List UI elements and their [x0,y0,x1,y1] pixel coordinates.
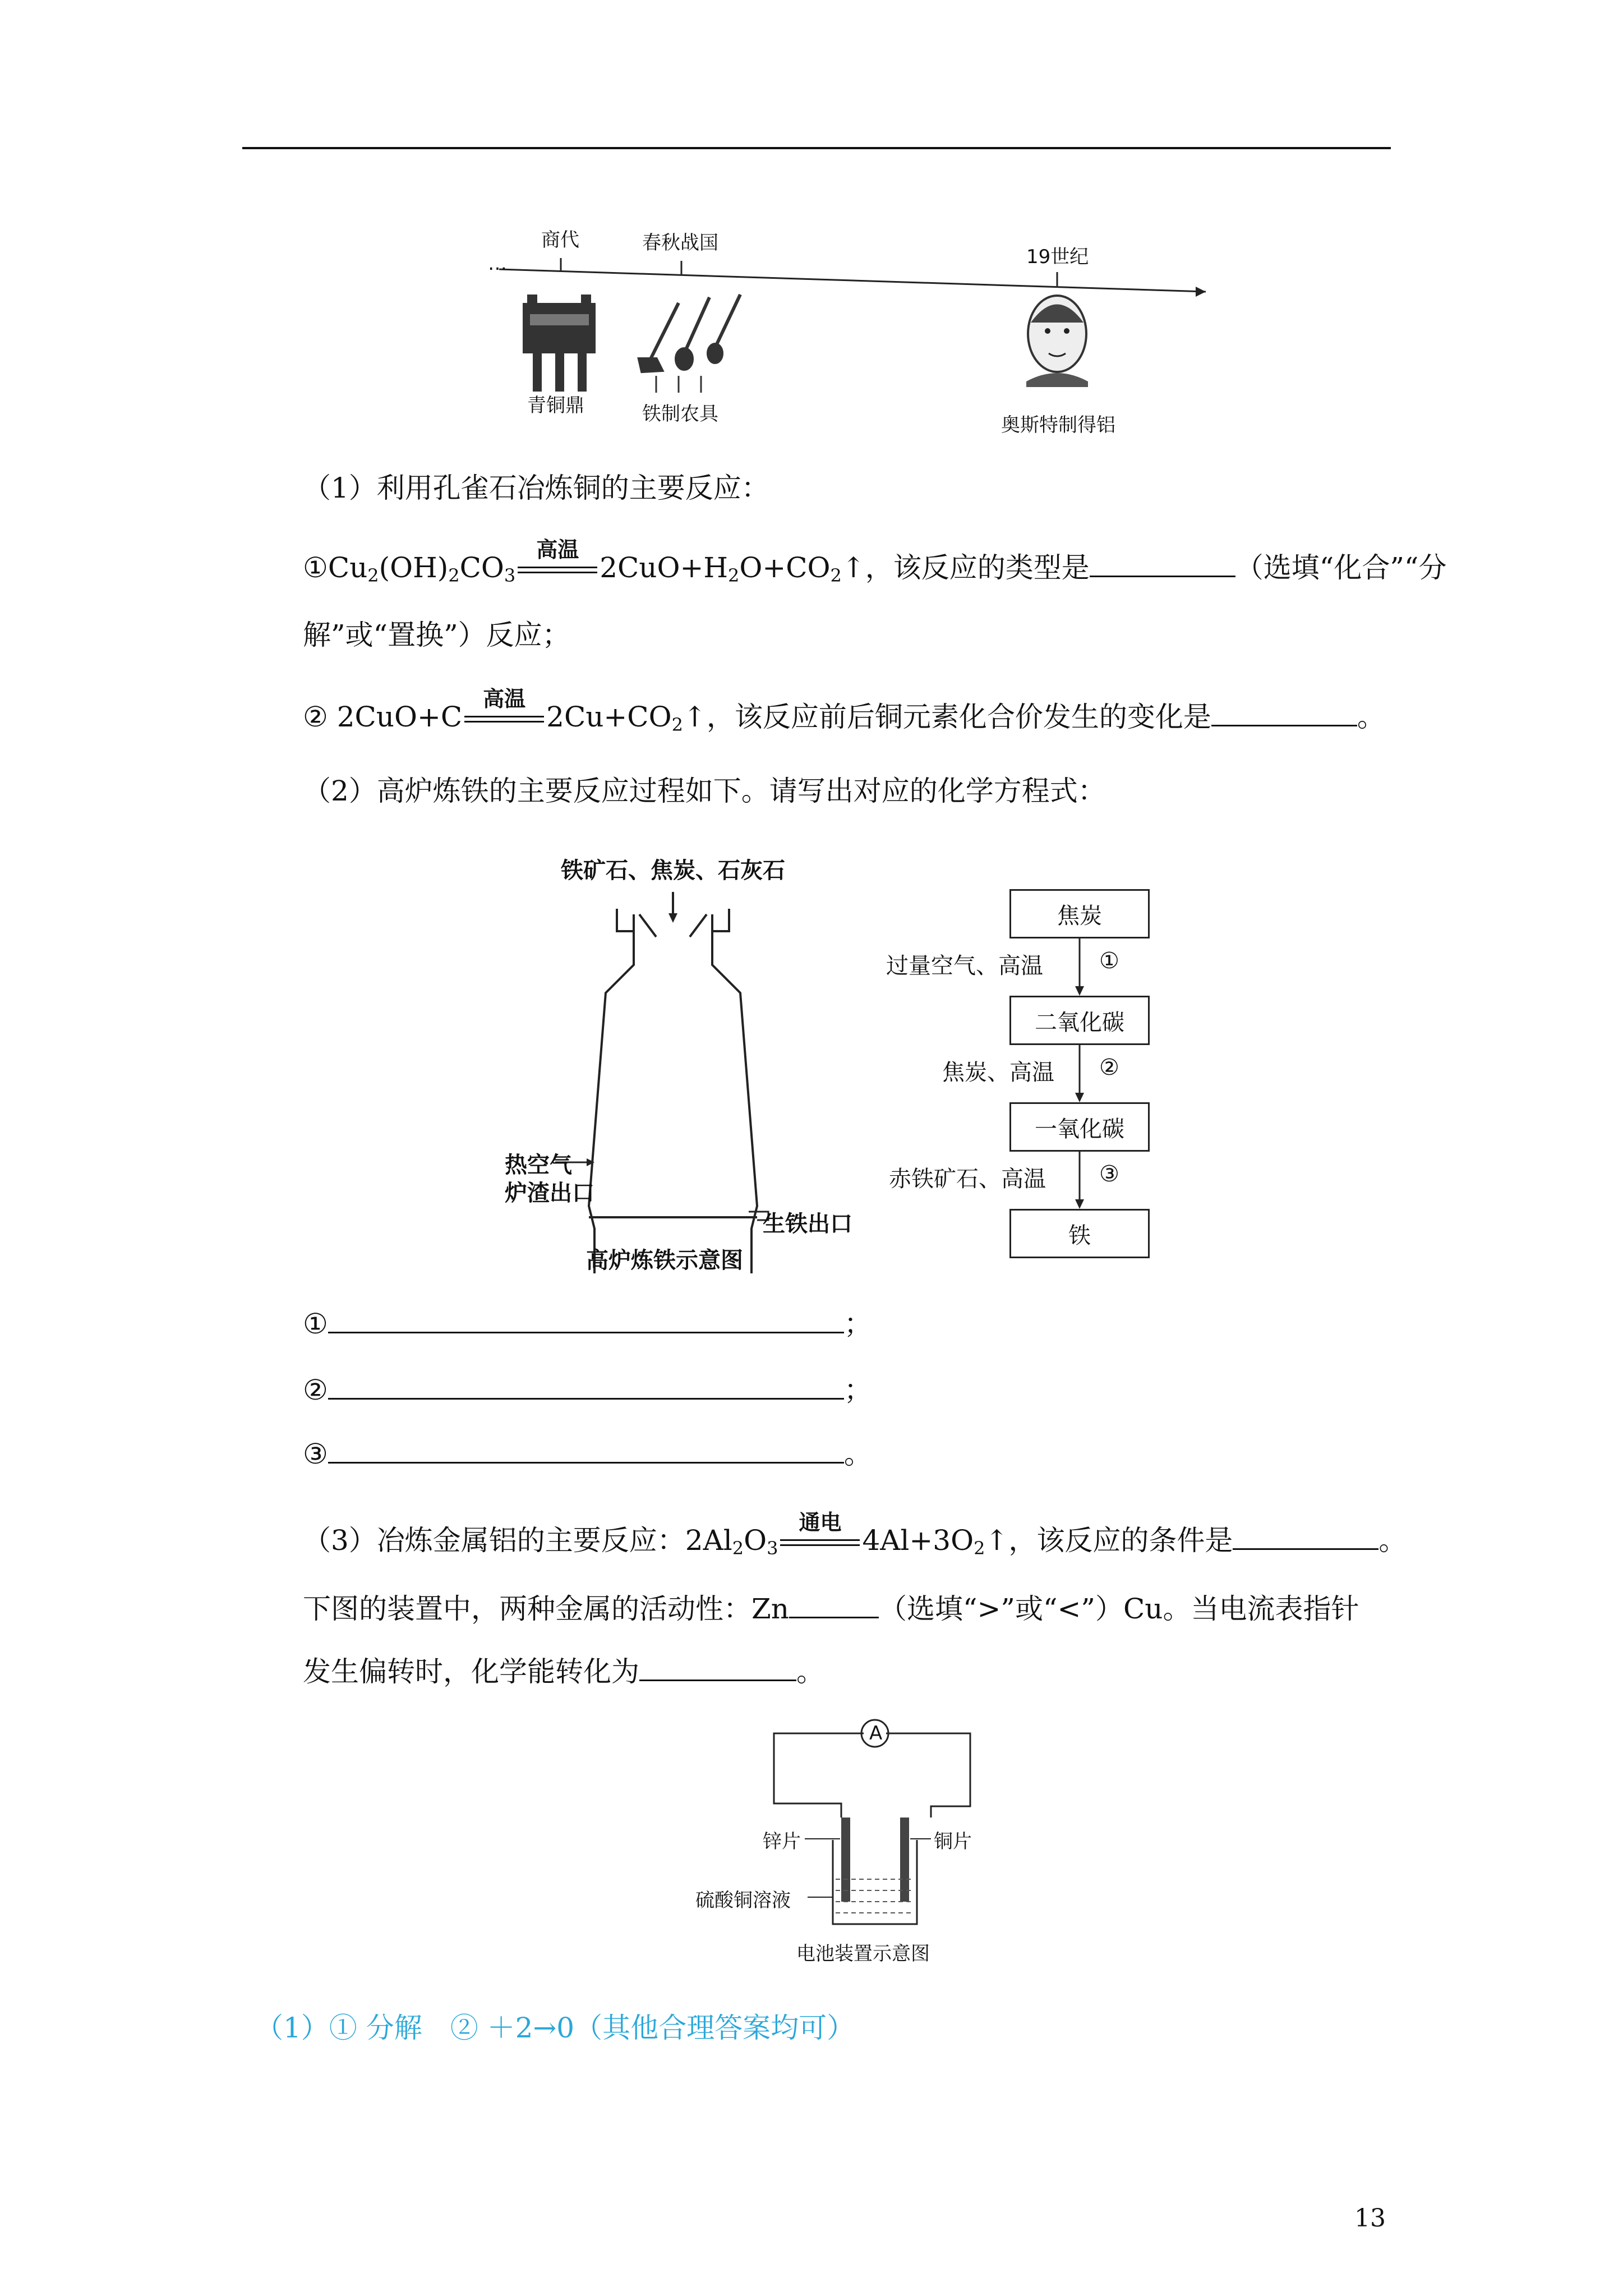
q1-reaction1-cont: 解”或“置换”）反应； [303,619,570,651]
flow-box-co: 一氧化碳 [1009,1102,1150,1152]
equation-condition-arrow [778,1510,862,1557]
flow-step1-condition: 过量空气、高温 [886,953,1043,979]
answer-blank-valence-change[interactable] [1211,700,1357,726]
equation-condition-arrow [515,537,600,585]
battery-figure [695,1711,987,1980]
q2-answer-1: ① ； [303,1308,872,1340]
q1-reaction2: ② 2CuO+C 高温 $2Cu+CO_2↑$，该反应前后铜元素化合价发生的变化是 。 [303,686,1385,735]
furnace-caption: 高炉炼铁示意图 [586,1248,743,1273]
hot-air-label: 热空气 [505,1152,572,1178]
q1-r2-number: ② 2CuO+C [303,701,463,733]
answer-blank-eq3[interactable] [328,1437,844,1464]
answer-blank-activity[interactable] [789,1592,879,1618]
q1-r2-question: ，该反应前后铜元素化合价发生的变化是 [706,701,1211,733]
q1-intro: （1）利用孔雀石冶炼铜的主要反应： [303,472,769,504]
furnace-input-label: 铁矿石、焦炭、石灰石 [561,858,785,884]
q2-answer-2: ② ； [303,1374,872,1406]
solution-label: 硫酸铜溶液 [695,1889,791,1912]
oersted-portrait-icon [1026,296,1088,387]
q2-answer-3: ③ 。 [303,1438,872,1470]
answer-blank-condition[interactable] [1233,1524,1378,1550]
copper-plate-label: 铜片 [934,1830,972,1853]
page-number: 13 [1354,2204,1386,2233]
flow-step3-condition: 赤铁矿石、高温 [889,1166,1046,1192]
caption-iron-tools: 铁制农具 [642,403,718,425]
q3-line2: 下图的装置中，两种金属的活动性：Zn （选填“>”或“<”）Cu。当电流表指针 [303,1593,1359,1625]
answer-key: （1）① 分解 ② ＋2→0（其他合理答案均可） [255,2012,855,2044]
caption-bronze-ding: 青铜鼎 [527,394,584,417]
answer-blank-eq1[interactable] [328,1307,844,1333]
condition-label: 通电 [799,1510,842,1535]
iron-tools-icon [639,295,740,393]
timeline-figure [488,219,1217,443]
flow-box-coke: 焦炭 [1009,889,1150,938]
header-rule [242,147,1391,149]
battery-caption: 电池装置示意图 [796,1943,930,1965]
flow-step2-number: ② [1099,1055,1119,1080]
answer-blank-energy[interactable] [639,1655,796,1681]
answer-blank-eq2[interactable] [328,1373,844,1400]
era-shang: 商代 [541,229,579,251]
flow-box-iron: 铁 [1009,1209,1150,1258]
condition-label: 高温 [536,537,579,562]
equation-condition-arrow [462,686,546,734]
q2-intro: （2）高炉炼铁的主要反应过程如下。请写出对应的化学方程式： [303,775,1106,807]
answer-blank-reaction-type[interactable] [1090,551,1235,577]
flow-step3-number: ③ [1099,1161,1119,1187]
q1-r1-options: （选填“化合”“分 [1235,551,1447,584]
flow-step1-number: ① [1099,948,1119,974]
caption-oersted: 奥斯特制得铝 [1001,414,1115,436]
era-chunqiu: 春秋战国 [642,232,718,254]
slag-outlet-label: 炉渣出口 [505,1180,594,1206]
condition-label: 高温 [483,686,526,711]
iron-outlet-label: 生铁出口 [763,1211,852,1237]
q1-reaction1: $①Cu_2(OH)_2CO_3$ 高温 $2CuO+H_2O+CO_2↑$，该反应的类型是 （选填“化合”“分 [303,537,1447,586]
q1-r1-question: ，该反应的类型是 [865,551,1090,584]
q3-line3: 发生偏转时，化学能转化为 。 [303,1655,824,1688]
era-19th-century: 19世纪 [1026,246,1089,268]
ammeter-label: A [869,1722,883,1745]
zinc-plate-label: 锌片 [763,1830,801,1853]
q3-line1: （3）冶炼金属铝的主要反应：$2Al_2O_3$ 通电 $4Al+3O_2↑$，该反应的条件是 。 [303,1510,1407,1559]
flow-arrows [1066,937,1099,1217]
flow-step2-condition: 焦炭、高温 [942,1060,1054,1085]
bronze-ding-icon [523,295,596,392]
flow-box-co2: 二氧化碳 [1009,996,1150,1045]
blast-furnace-figure [494,847,886,1273]
timeline-dots: … [488,252,507,275]
q1-r1-number: ① [303,551,328,584]
